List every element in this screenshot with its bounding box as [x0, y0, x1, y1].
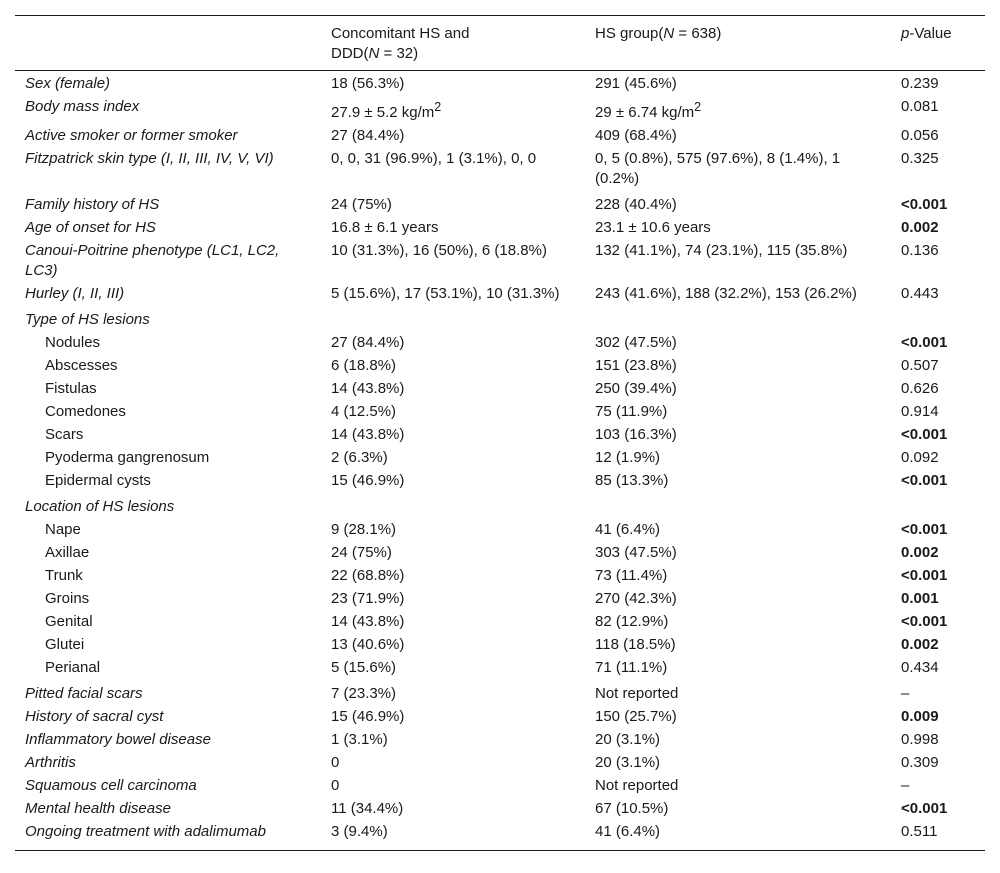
header-empty [15, 16, 321, 71]
concomitant-value-text: 14 (43.8%) [331, 426, 405, 443]
concomitant-value-text: 7 (23.3%) [331, 685, 397, 702]
p-value: – [901, 685, 910, 702]
hs-group-value-text: 41 (6.4%) [595, 521, 661, 538]
concomitant-value-text: 27.9 ± 5.2 kg/m [331, 104, 435, 121]
concomitant-value-text: 0 [331, 777, 340, 794]
concomitant-value-text: 0, 0, 31 (96.9%), 1 (3.1%), 0, 0 [331, 150, 537, 167]
table-row [15, 217, 985, 240]
concomitant-value-text: 6 (18.8%) [331, 357, 397, 374]
p-value: 0.136 [901, 242, 939, 259]
concomitant-value [321, 706, 585, 729]
concomitant-value [321, 240, 585, 283]
row-label: Genital [45, 613, 93, 630]
concomitant-value [321, 519, 585, 542]
header-row [15, 16, 985, 71]
row-label: Abscesses [45, 357, 118, 374]
table-row [15, 775, 985, 798]
table-row [15, 680, 985, 706]
table-row [15, 191, 985, 217]
hs-group-value-text: 12 (1.9%) [595, 449, 661, 466]
table-row [15, 519, 985, 542]
concomitant-value-text: 5 (15.6%) [331, 659, 397, 676]
hs-group-value [585, 378, 891, 401]
table-row [15, 148, 985, 191]
p-value: 0.309 [901, 754, 939, 771]
concomitant-value-text: 22 (68.8%) [331, 567, 405, 584]
hs-group-value-text: 67 (10.5%) [595, 800, 669, 817]
hs-group-value [585, 706, 891, 729]
hs-group-value-text: 29 ± 6.74 kg/m [595, 104, 695, 121]
concomitant-value [321, 306, 585, 332]
hs-group-value [585, 798, 891, 821]
table-row [15, 332, 985, 355]
concomitant-value [321, 447, 585, 470]
hs-group-value-text: 73 (11.4%) [595, 567, 668, 584]
p-value: 0.239 [901, 75, 939, 92]
p-value [891, 493, 985, 519]
hs-group-value-text: 291 (45.6%) [595, 75, 677, 92]
concomitant-value [321, 378, 585, 401]
p-value: 0.507 [901, 357, 939, 374]
concomitant-value [321, 424, 585, 447]
hs-group-value [585, 634, 891, 657]
concomitant-value-text: 11 (34.4%) [331, 800, 404, 817]
row-label: Ongoing treatment with adalimumab [25, 823, 266, 840]
concomitant-value [321, 148, 585, 191]
table-row [15, 821, 985, 851]
table-row [15, 283, 985, 306]
concomitant-value-text: 27 (84.4%) [331, 334, 405, 351]
row-label: Perianal [45, 659, 101, 676]
hs-group-value-text: 132 (41.1%), 74 (23.1%), 115 (35.8%) [595, 242, 848, 259]
header-p-rest: -Value [909, 25, 952, 42]
concomitant-value [321, 798, 585, 821]
concomitant-value [321, 71, 585, 97]
row-label: Axillae [45, 544, 90, 561]
table-row [15, 125, 985, 148]
p-value: 0.081 [901, 98, 939, 115]
concomitant-value [321, 752, 585, 775]
hs-group-value-text: 71 (11.1%) [595, 659, 668, 676]
hs-group-value-text: 270 (42.3%) [595, 590, 677, 607]
header-concomitant-pre: DDD( [331, 45, 369, 62]
hs-group-value-text: 103 (16.3%) [595, 426, 677, 443]
header-concomitant-n: N [368, 45, 380, 62]
hs-group-value-text: 75 (11.9%) [595, 403, 668, 420]
hs-group-value-text: 150 (25.7%) [595, 708, 677, 725]
hs-group-value-text: 303 (47.5%) [595, 544, 677, 561]
p-value: 0.914 [901, 403, 939, 420]
hs-group-value [585, 148, 891, 191]
table-row [15, 588, 985, 611]
table-row [15, 71, 985, 97]
hs-group-value [585, 821, 891, 851]
concomitant-value [321, 588, 585, 611]
concomitant-value [321, 542, 585, 565]
hs-group-value [585, 775, 891, 798]
hs-group-value [585, 401, 891, 424]
row-label: Pitted facial scars [25, 685, 143, 702]
p-value: <0.001 [901, 426, 948, 443]
concomitant-value [321, 191, 585, 217]
row-label: Pyoderma gangrenosum [45, 449, 210, 466]
row-label: Age of onset for HS [25, 219, 156, 236]
concomitant-value [321, 634, 585, 657]
table-row [15, 306, 985, 332]
p-value: <0.001 [901, 334, 948, 351]
concomitant-value-text: 1 (3.1%) [331, 731, 388, 748]
p-value: 0.009 [901, 708, 939, 725]
p-value: 0.002 [901, 544, 939, 561]
table-row [15, 96, 985, 125]
hs-group-value [585, 611, 891, 634]
hs-group-value-text: 151 (23.8%) [595, 357, 677, 374]
row-label: Sex (female) [25, 75, 111, 92]
hs-group-value-text: 41 (6.4%) [595, 823, 661, 840]
hs-group-value-text: 20 (3.1%) [595, 754, 661, 771]
table-header [15, 16, 985, 71]
p-value: 0.443 [901, 285, 939, 302]
row-label: Epidermal cysts [45, 472, 151, 489]
concomitant-value-superscript: 2 [434, 100, 442, 114]
row-label: Body mass index [25, 98, 140, 115]
row-label: Location of HS lesions [25, 498, 175, 515]
row-label: Trunk [45, 567, 83, 584]
concomitant-value-text: 14 (43.8%) [331, 380, 405, 397]
hs-group-value [585, 217, 891, 240]
concomitant-value-text: 4 (12.5%) [331, 403, 397, 420]
table-row [15, 447, 985, 470]
comparison-table [15, 15, 985, 851]
hs-group-value-text: 243 (41.6%), 188 (32.2%), 153 (26.2%) [595, 285, 857, 302]
concomitant-value [321, 283, 585, 306]
p-value: <0.001 [901, 521, 948, 538]
concomitant-value [321, 217, 585, 240]
concomitant-value-text: 15 (46.9%) [331, 472, 405, 489]
row-label: History of sacral cyst [25, 708, 164, 725]
table-row [15, 424, 985, 447]
hs-group-value-text: 302 (47.5%) [595, 334, 677, 351]
concomitant-value-text: 23 (71.9%) [331, 590, 405, 607]
concomitant-value [321, 680, 585, 706]
hs-group-value-text: 85 (13.3%) [595, 472, 669, 489]
hs-group-value-text: 118 (18.5%) [595, 636, 676, 653]
p-value: 0.001 [901, 590, 939, 607]
row-label: Glutei [45, 636, 85, 653]
hs-group-value [585, 680, 891, 706]
hs-group-value [585, 565, 891, 588]
table-row [15, 493, 985, 519]
row-label: Groins [45, 590, 90, 607]
table-row [15, 657, 985, 680]
hs-group-value [585, 470, 891, 493]
row-label: Hurley (I, II, III) [25, 285, 125, 302]
p-value: 0.998 [901, 731, 939, 748]
concomitant-value-text: 27 (84.4%) [331, 127, 405, 144]
header-hs-n: N [663, 25, 675, 42]
p-value: <0.001 [901, 196, 948, 213]
concomitant-value-text: 13 (40.6%) [331, 636, 405, 653]
header-p-value [891, 16, 985, 71]
row-label: Fistulas [45, 380, 97, 397]
concomitant-value [321, 401, 585, 424]
concomitant-value [321, 125, 585, 148]
p-value: <0.001 [901, 472, 948, 489]
p-value: 0.626 [901, 380, 939, 397]
row-label: Mental health disease [25, 800, 171, 817]
concomitant-value-text: 0 [331, 754, 340, 771]
hs-group-value [585, 519, 891, 542]
concomitant-value-text: 24 (75%) [331, 196, 392, 213]
concomitant-value [321, 493, 585, 519]
concomitant-value [321, 611, 585, 634]
hs-group-value [585, 355, 891, 378]
row-label: Family history of HS [25, 196, 160, 213]
concomitant-value-text: 9 (28.1%) [331, 521, 397, 538]
hs-group-value [585, 542, 891, 565]
row-label: Fitzpatrick skin type (I, II, III, IV, V, VI) [25, 150, 274, 167]
concomitant-value-text: 5 (15.6%), 17 (53.1%), 10 (31.3%) [331, 285, 560, 302]
concomitant-value-text: 14 (43.8%) [331, 613, 405, 630]
concomitant-value [321, 332, 585, 355]
hs-group-value [585, 729, 891, 752]
p-value: <0.001 [901, 613, 948, 630]
hs-group-value-text: 23.1 ± 10.6 years [595, 219, 711, 236]
p-value: 0.434 [901, 659, 939, 676]
concomitant-value [321, 565, 585, 588]
hs-group-value-text: 20 (3.1%) [595, 731, 661, 748]
hs-group-value [585, 447, 891, 470]
table-row [15, 240, 985, 283]
header-p: p [901, 25, 910, 42]
hs-group-value [585, 752, 891, 775]
concomitant-value-text: 15 (46.9%) [331, 708, 405, 725]
concomitant-value-text: 24 (75%) [331, 544, 392, 561]
p-value: 0.092 [901, 449, 939, 466]
p-value: <0.001 [901, 567, 948, 584]
hs-group-value [585, 332, 891, 355]
hs-group-value [585, 283, 891, 306]
concomitant-value [321, 96, 585, 125]
hs-group-value-text: 82 (12.9%) [595, 613, 669, 630]
row-label: Scars [45, 426, 84, 443]
table-row [15, 470, 985, 493]
hs-group-value-text: 409 (68.4%) [595, 127, 677, 144]
hs-group-value-superscript: 2 [694, 100, 702, 114]
table-row [15, 634, 985, 657]
p-value: 0.002 [901, 219, 939, 236]
p-value: 0.002 [901, 636, 939, 653]
hs-group-value [585, 588, 891, 611]
p-value: 0.325 [901, 150, 939, 167]
p-value: – [901, 777, 910, 794]
row-label: Nodules [45, 334, 101, 351]
hs-group-value [585, 191, 891, 217]
table-row [15, 355, 985, 378]
hs-group-value [585, 240, 891, 283]
header-hs-post: = 638) [674, 25, 722, 42]
table-row [15, 752, 985, 775]
concomitant-value [321, 470, 585, 493]
hs-group-value-text: Not reported [595, 685, 679, 702]
table-body [15, 71, 985, 851]
table-row [15, 729, 985, 752]
header-concomitant [321, 16, 585, 71]
p-value: <0.001 [901, 800, 948, 817]
concomitant-value-text: 16.8 ± 6.1 years [331, 219, 439, 236]
table-row [15, 706, 985, 729]
row-label: Arthritis [25, 754, 76, 771]
row-label: Active smoker or former smoker [25, 127, 238, 144]
concomitant-value [321, 729, 585, 752]
concomitant-value-text: 18 (56.3%) [331, 75, 405, 92]
hs-group-value [585, 96, 891, 125]
hs-group-value [585, 493, 891, 519]
row-label: Nape [45, 521, 81, 538]
header-hs-pre: HS group( [595, 25, 664, 42]
row-label: Inflammatory bowel disease [25, 731, 211, 748]
hs-group-value [585, 71, 891, 97]
table-row [15, 565, 985, 588]
p-value: 0.056 [901, 127, 939, 144]
concomitant-value-text: 2 (6.3%) [331, 449, 388, 466]
table-row [15, 542, 985, 565]
hs-group-value [585, 424, 891, 447]
concomitant-value-text: 3 (9.4%) [331, 823, 388, 840]
hs-group-value-text: 250 (39.4%) [595, 380, 677, 397]
concomitant-value-text: 10 (31.3%), 16 (50%), 6 (18.8%) [331, 242, 547, 259]
table-row [15, 611, 985, 634]
table-row [15, 401, 985, 424]
hs-group-value-text: 0, 5 (0.8%), 575 (97.6%), 8 (1.4%), 1 (0.2%) [595, 150, 841, 187]
concomitant-value [321, 775, 585, 798]
header-concomitant-line1: Concomitant HS and [331, 25, 470, 42]
header-concomitant-post: = 32) [379, 45, 419, 62]
row-label: Canoui-Poitrine phenotype (LC1, LC2, LC3) [25, 242, 280, 279]
hs-group-value [585, 125, 891, 148]
hs-group-value [585, 306, 891, 332]
table-row [15, 798, 985, 821]
table-row [15, 378, 985, 401]
concomitant-value [321, 821, 585, 851]
row-label: Squamous cell carcinoma [25, 777, 197, 794]
concomitant-value [321, 355, 585, 378]
p-value: 0.511 [901, 823, 938, 840]
concomitant-value [321, 657, 585, 680]
p-value [891, 306, 985, 332]
hs-group-value-text: 228 (40.4%) [595, 196, 677, 213]
row-label: Type of HS lesions [25, 311, 150, 328]
hs-group-value-text: Not reported [595, 777, 679, 794]
hs-group-value [585, 657, 891, 680]
header-hs-group [585, 16, 891, 71]
row-label: Comedones [45, 403, 126, 420]
